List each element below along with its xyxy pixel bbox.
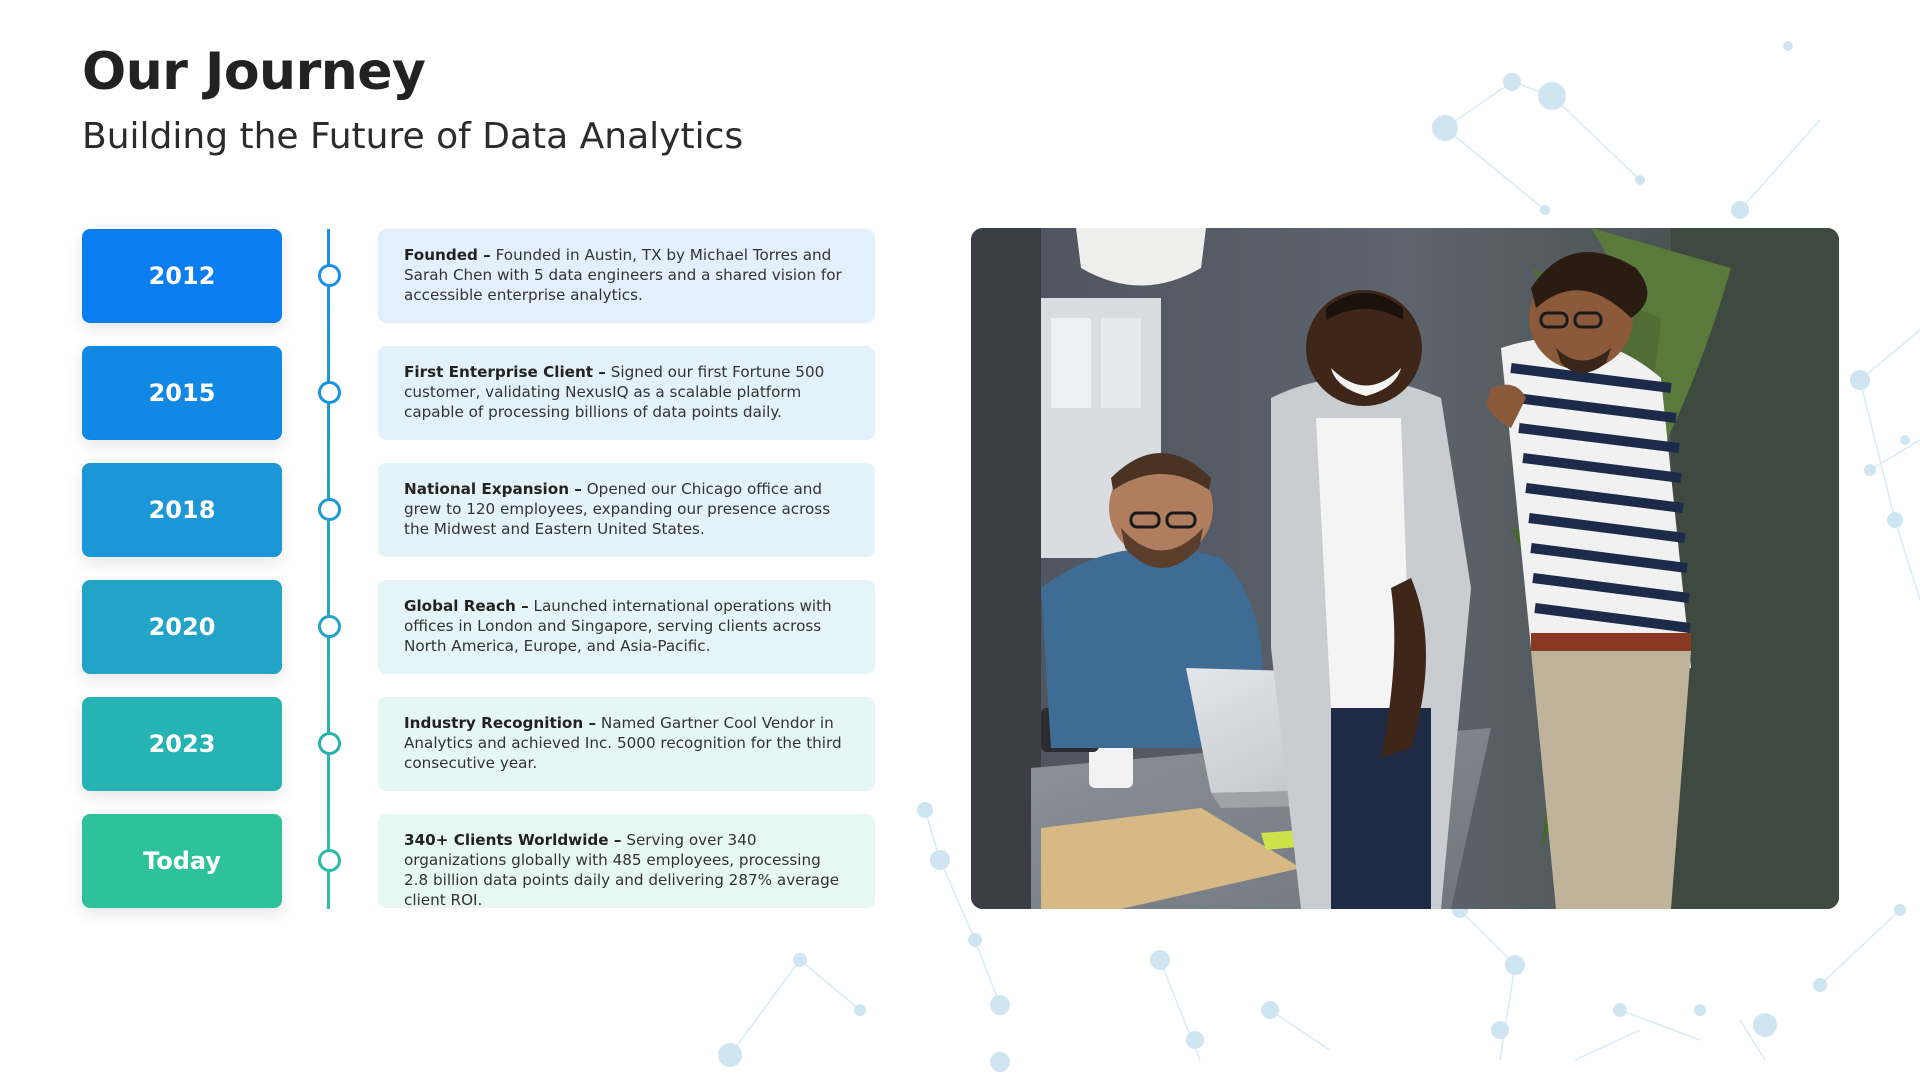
timeline-row xyxy=(82,814,882,908)
event-text: Serving over 340 organizations globally with 485 employees, processing 2.8 billion data points daily and delivering 287% average client ROI. xyxy=(404,831,840,909)
timeline-marker-icon xyxy=(318,732,341,755)
event-text: Launched international operations with offices in London and Singapore, serving clients across North America, Europe, and Asia-Pacific. xyxy=(404,597,832,655)
event-card xyxy=(378,580,875,674)
timeline-row xyxy=(82,463,882,557)
event-text: Signed our first Fortune 500 customer, validating NexusIQ as a scalable platform capable of processing billions of data points daily. xyxy=(404,363,825,421)
event-title: National Expansion – xyxy=(404,480,582,498)
year-badge: 2020 xyxy=(82,580,282,674)
event-text: Named Gartner Cool Vendor in Analytics and achieved Inc. 5000 recognition for the third consecutive year. xyxy=(404,714,842,772)
event-text: Founded in Austin, TX by Michael Torres and Sarah Chen with 5 data engineers and a shared vision for accessible enterprise analytics. xyxy=(404,246,842,304)
event-card xyxy=(378,346,875,440)
event-card xyxy=(378,697,875,791)
year-badge: 2023 xyxy=(82,697,282,791)
year-badge: Today xyxy=(82,814,282,908)
timeline-marker-icon xyxy=(318,498,341,521)
team-photo-illustration xyxy=(971,228,1839,909)
timeline-row xyxy=(82,346,882,440)
timeline-row xyxy=(82,580,882,674)
event-text: Opened our Chicago office and grew to 120 employees, expanding our presence across the Midwest and Eastern United States. xyxy=(404,480,831,538)
year-badge: 2015 xyxy=(82,346,282,440)
timeline-line xyxy=(327,229,330,909)
event-title: Global Reach – xyxy=(404,597,529,615)
page-subtitle: Building the Future of Data Analytics xyxy=(82,116,744,157)
event-card xyxy=(378,814,875,908)
timeline-marker-icon xyxy=(318,615,341,638)
event-card xyxy=(378,463,875,557)
event-card xyxy=(378,229,875,323)
page-title: Our Journey xyxy=(82,42,426,102)
timeline-marker-icon xyxy=(318,381,341,404)
event-title: First Enterprise Client – xyxy=(404,363,606,381)
timeline-row xyxy=(82,697,882,791)
timeline xyxy=(82,229,882,909)
year-badge: 2012 xyxy=(82,229,282,323)
event-title: Industry Recognition – xyxy=(404,714,597,732)
event-title: 340+ Clients Worldwide – xyxy=(404,831,622,849)
team-photo xyxy=(971,228,1839,909)
event-title: Founded – xyxy=(404,246,491,264)
timeline-marker-icon xyxy=(318,264,341,287)
year-badge: 2018 xyxy=(82,463,282,557)
timeline-row xyxy=(82,229,882,323)
timeline-marker-icon xyxy=(318,849,341,872)
